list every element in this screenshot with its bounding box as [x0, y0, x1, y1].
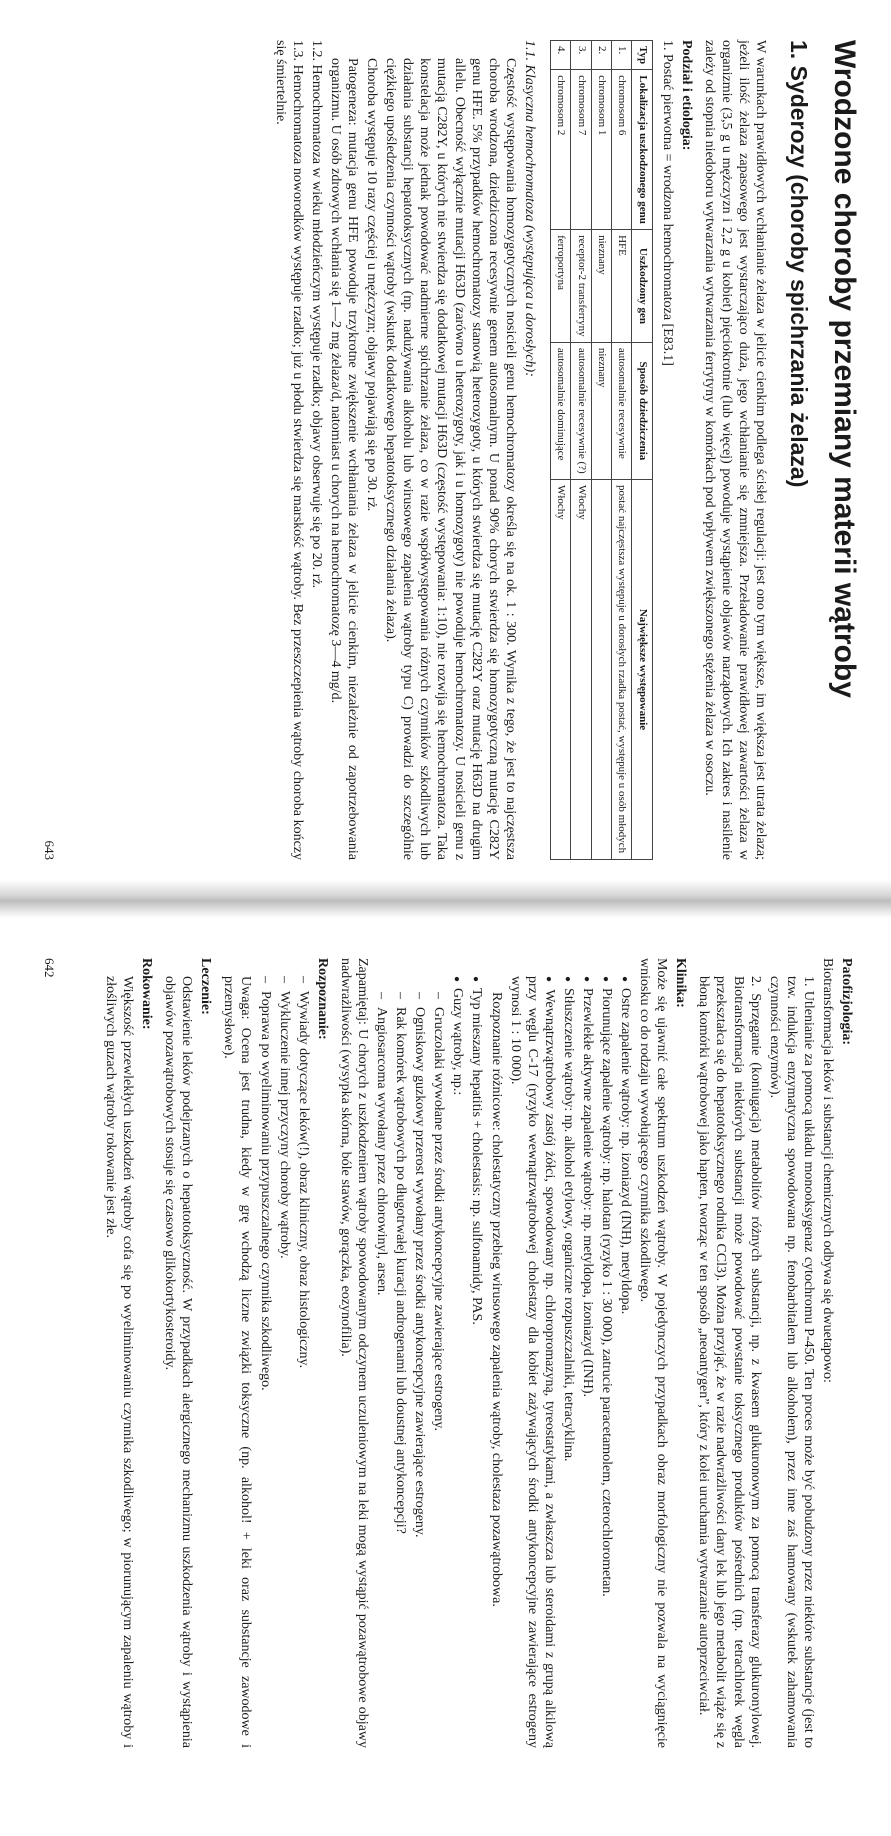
- page-number: 643: [41, 840, 57, 860]
- book-gutter-shadow: [0, 880, 891, 918]
- hemochromatosis-table: [550, 40, 653, 860]
- table-cell: chromosom 2: [550, 70, 570, 230]
- table-cell: receptor-2 transferryny: [571, 230, 591, 343]
- remember-note: Zapamiętaj: U chorych z uszkodzeniem wątroby spowodowanym odczynem uczuleniowym na leki mogą wystąpić pozawątrobowe objawy nadwrażliwości (wysypka skórna, bóle stawów, gorączka, eozynofilia).: [337, 958, 370, 1748]
- table-cell: 1.: [612, 41, 632, 70]
- klinika-heading: Klinika:: [673, 958, 689, 1008]
- klinika-bullet: ● Wewnątrzwątrobowy zastój żółci, spowodowany np. chloropromazyną, tyreostatykami, a zwłaszcza lub steroidami z grupą alkilową przy węglu C-17 (ryzyko wewnątrzwątrobowej cholestazy dla kobiet zażywających środki antykoncepcyjne zawierające estrogeny wynosi 1 : 10 000).: [507, 958, 558, 1748]
- podzial-item-1: 1. Postać pierwotna = wrodzona hemochromatoza [E83.1]: [659, 40, 675, 366]
- table-header-row: [632, 41, 652, 860]
- table-row: [571, 41, 591, 860]
- table-cell: 3.: [571, 41, 591, 70]
- table-header: Sposób dziedziczenia: [632, 342, 652, 479]
- diagnosis-item: – Wywiady dotyczące leków(!), obraz kliniczny, obraz histologiczny.: [295, 958, 312, 1748]
- leczenie-text: Odstawienie leków podejrzanych o hepatotoksyczność. W przypadkach alergicznego mechanizmu uszkodzenia wątroby i wystąpienia objawów pozawątrobowych stosuje się czasowo glikokortykosteroidy.: [162, 976, 195, 1748]
- chapter-title: Wrodzone choroby przemiany materii wątroby: [828, 40, 861, 698]
- rokowanie-heading: Rokowanie:: [139, 958, 155, 1030]
- rozpoznanie-heading: Rozpoznanie:: [314, 958, 330, 1040]
- section-1-1-text: Częstość występowania homozygotycznych nosicieli genu hemochromatozy określa się na ok. 1 : 300. Wynika z tego, że jest to najczęstsza choroba wrodzona, dziedziczona recesywnie genem autosomalnym. U ponad 90% chorych stwierdza się homozygotyczną mutację C282Y genu HFE. 5% przypadków hemochromatozy stanowią heterozygoty, u których stwierdza się mutację C282Y oraz mutację H63D na drugim allelu. Obecność wyłącznie mutacji H63D (zarówno u heterozygoty, jak i u homozygoty) nie powoduje hemochromatozy. U nosicieli genu z mutacją C282Y, u których nie stwierdza się dodatkowej mutacji H63D (częstość występowania: 1:10), nie rozwija się hemochromatoza. Taka konstelacja może jednak powodować nadmierne spichrzanie żelaza, co w razie współwystępowania różnych czynników szkodliwych lub działania substancji hepatotoksycznych (np. nadużywania alkoholu lub wirusowego zapalenia wątroby typu C) prowadzi do szczególnie ciężkiego upośledzenia czynności wątroby (wskutek dodatkowego hepatotoksycznego działania żelaza).: [383, 58, 518, 860]
- table-cell: HFE: [612, 230, 632, 343]
- section-1-2: 1.2. Hemochromatoza w wieku młodzieńczym występuje rzadko; objawy obserwuje się po 20. rż.: [308, 40, 324, 589]
- table-cell: chromosom 6: [612, 70, 632, 230]
- klinika-bullet: ● Stłuszczenie wątroby: np. alkohol etylowy, organiczne rozpuszczalniki, tetracyklina.: [560, 958, 577, 1748]
- page-number: 642: [41, 958, 57, 978]
- klinika-bullet: ● Typ mieszany hepatitis + cholestasis: np. sulfonamidy, PAS.: [468, 958, 485, 1748]
- section-1-1-pathogenesis: Patogeneza: mutacja genu HFE powoduje trzykrotne zwiększenie wchłaniania żelaza w jelicie cienkim, niezależnie od zapotrzebowania organizmu. U osób zdrowych wchłania się 1—2 mg żelaza/d, natomiast u chorych na hemochromatozę 3—4 mg/d.: [328, 58, 361, 860]
- intro-paragraph: W warunkach prawidłowych wchłanianie żelaza w jelicie cienkim podlega ścisłej regulacji: jest ono tym większe, im większa jest utrata żelaza; jeżeli ilość żelaza zapasowego jest wystarczająco duża, jego wchłanianie się zmniejsza. Przeładowanie prawidłowej zawartości żelaza w organizmie (3,5 g u mężczyzn i 2,2 g u kobiet) pięciokrotnie (lub więcej) powoduje wystąpienie objawów narządowych. Ich zakres i nasilenie zależy od stopnia niedoboru wytwarzania wytwarzania ferrytyny w komórkach pod wpływem zwiększonego stężenia żelaza w osoczu.: [702, 40, 769, 860]
- table-cell: chromosom 1: [591, 70, 611, 230]
- klinika-bullet: ● Piorunujące zapalenie wątroby: np. halotan (ryzyko 1 : 30 000), zatrucie paracetamolem, czterochlorometan.: [598, 958, 615, 1748]
- klinika-differential: Rozpoznanie różnicowe: cholestatyczny przebieg wirusowego zapalenia wątroby, cholestaza pozawątrobowa.: [488, 992, 504, 1607]
- table-header: Lokalizacja uszkodzonego genu: [632, 70, 652, 230]
- patho-heading: Patofizjologia:: [839, 958, 854, 1046]
- table-row: [591, 41, 611, 860]
- table-cell: Włochy: [571, 479, 591, 859]
- leczenie-heading: Leczenie:: [198, 958, 214, 1015]
- tumor-item: – Angiosarcoma wywołany przez chlorowinyl, arsen.: [373, 958, 390, 1748]
- tumor-item: – Rak komórek wątrobowych po długotrwałej kuracji androgenami lub doustnej antykoncepcji?: [392, 958, 409, 1748]
- table-row: [550, 41, 570, 860]
- page-642: [31, 958, 861, 1748]
- table-cell: autosomalnie recesywnie: [612, 342, 632, 479]
- patho-intro: Biotransformacja leków i substancji chemicznych odbywa się dwuetapowo:: [819, 958, 835, 1383]
- tumor-item: – Gruczolaki wywołane przez środki antykoncepcyjne zawierające estrogeny.: [430, 958, 447, 1748]
- klinika-bullet: ● Przewlekłe aktywne zapalenie wątroby: np. metyldopa, izoniazyd (INH).: [579, 958, 596, 1748]
- table-cell: autosomalnie dominujące: [550, 342, 570, 479]
- table-cell: autosomalnie recesywnie (?): [571, 342, 591, 479]
- page-642-spread: [0, 918, 891, 1836]
- table-cell: chromosom 7: [571, 70, 591, 230]
- klinika-bullet: ● Guzy wątroby, np.:: [449, 958, 466, 1748]
- table-cell: postać najczęstsza występuje u dorosłych rzadka postać, występuje u osób młodych: [612, 479, 632, 859]
- table-header: Największe występowanie: [632, 479, 652, 859]
- table-cell: [591, 479, 611, 859]
- table-cell: ferroportyna: [550, 230, 570, 343]
- table-header: Uszkodzony gen: [632, 230, 652, 343]
- rokowanie-text: Większość przewlekłych uszkodzeń wątroby cofa się po wyeliminowaniu czynnika szkodliwego; w piorunującym zapaleniu wątroby i złośliwych guzach wątroby rokowanie jest złe.: [102, 976, 136, 1748]
- section-title: 1. Syderozy (choroby spichrzania żelaza): [786, 40, 813, 488]
- table-cell: Włochy: [550, 479, 570, 859]
- section-1-1-frequency: Choroba występuje 10 razy częściej u mężczyzn; objawy pojawiają się po 30. rż.: [364, 58, 380, 512]
- diagnosis-item: – Poprawa po wyeliminowaniu przypuszczalnego czynnika szkodliwego.: [257, 958, 274, 1748]
- section-1-1-heading: 1.1. Klasyczna hemochromatoza (występująca u dorosłych):: [521, 40, 537, 377]
- table-cell: nieznany: [591, 342, 611, 479]
- podzial-heading: Podział i etiologia:: [679, 40, 695, 151]
- table-cell: 2.: [591, 41, 611, 70]
- klinika-intro: Może się ujawnić całe spektrum uszkodzeń wątroby. W pojedynczych przypadkach obraz morfologiczny nie pozwala na wyciągnięcie wniosku co do rodzaju wywołującego czynnika szkodliwego.: [637, 958, 670, 1748]
- table-cell: 4.: [550, 41, 570, 70]
- tumor-item: – Ogniskowy guzkowy przerost wywołany przez środki antykoncepcyjne zawierające estrogeny.: [411, 958, 428, 1748]
- diagnosis-note: Uwaga: Ocena jest trudna, kiedy w grę wchodzą liczne związki toksyczne (np. alkohol! + leki oraz substancje zawodowe i przemysłowe).: [221, 976, 254, 1748]
- patho-item-2: 2. Sprzęganie (koniugacja) metabolitów różnych substancji, np. z kwasem glukuronowym za pomocą transferazy glukuronylowej. Biotransformacja niektórych substancji może powodować powstanie toksycznego produktów pośrednich (np. tetrachlorek węgla przekształca się do hepatotoksycznego rodnika CCl3). Można przyjąć, że w razie nadwrażliwości dany lek lub jego metabolit wiąże się z błoną komórki wątrobowej jako hapten, tworząc w ten sposób „neoantygen”, który z kolei uruchamia wytwarzanie autoprzeciwciał.: [696, 976, 763, 1748]
- page-643: [31, 40, 861, 860]
- klinika-bullet: ● Ostre zapalenie wątroby: np. izoniazyd (INH), metyldopa.: [617, 958, 634, 1748]
- table-row: [612, 41, 632, 860]
- section-1-3: 1.3. Hemochromatoza noworodków występuje rzadko; już u płodu stwierdza się marskość wątroby. Bez przeszczepienia wątroby choroba kończy się śmiertelnie.: [272, 40, 305, 860]
- table-header: Typ: [632, 41, 652, 70]
- patho-item-1: 1. Utlenianie za pomocą układu monooksygenaz cytochromu P-450. Ten proces może być pobudzony przez niektóre substancje (jest to tzw. indukcja enzymatyczna spowodowana np. fenobarbitalem lub alkoholem), przez inne zaś hamowany (wskutek zahamowania czynności enzymów).: [766, 976, 816, 1748]
- diagnosis-item: – Wykluczenie innej przyczyny choroby wątroby.: [276, 958, 293, 1748]
- table-cell: nieznany: [591, 230, 611, 343]
